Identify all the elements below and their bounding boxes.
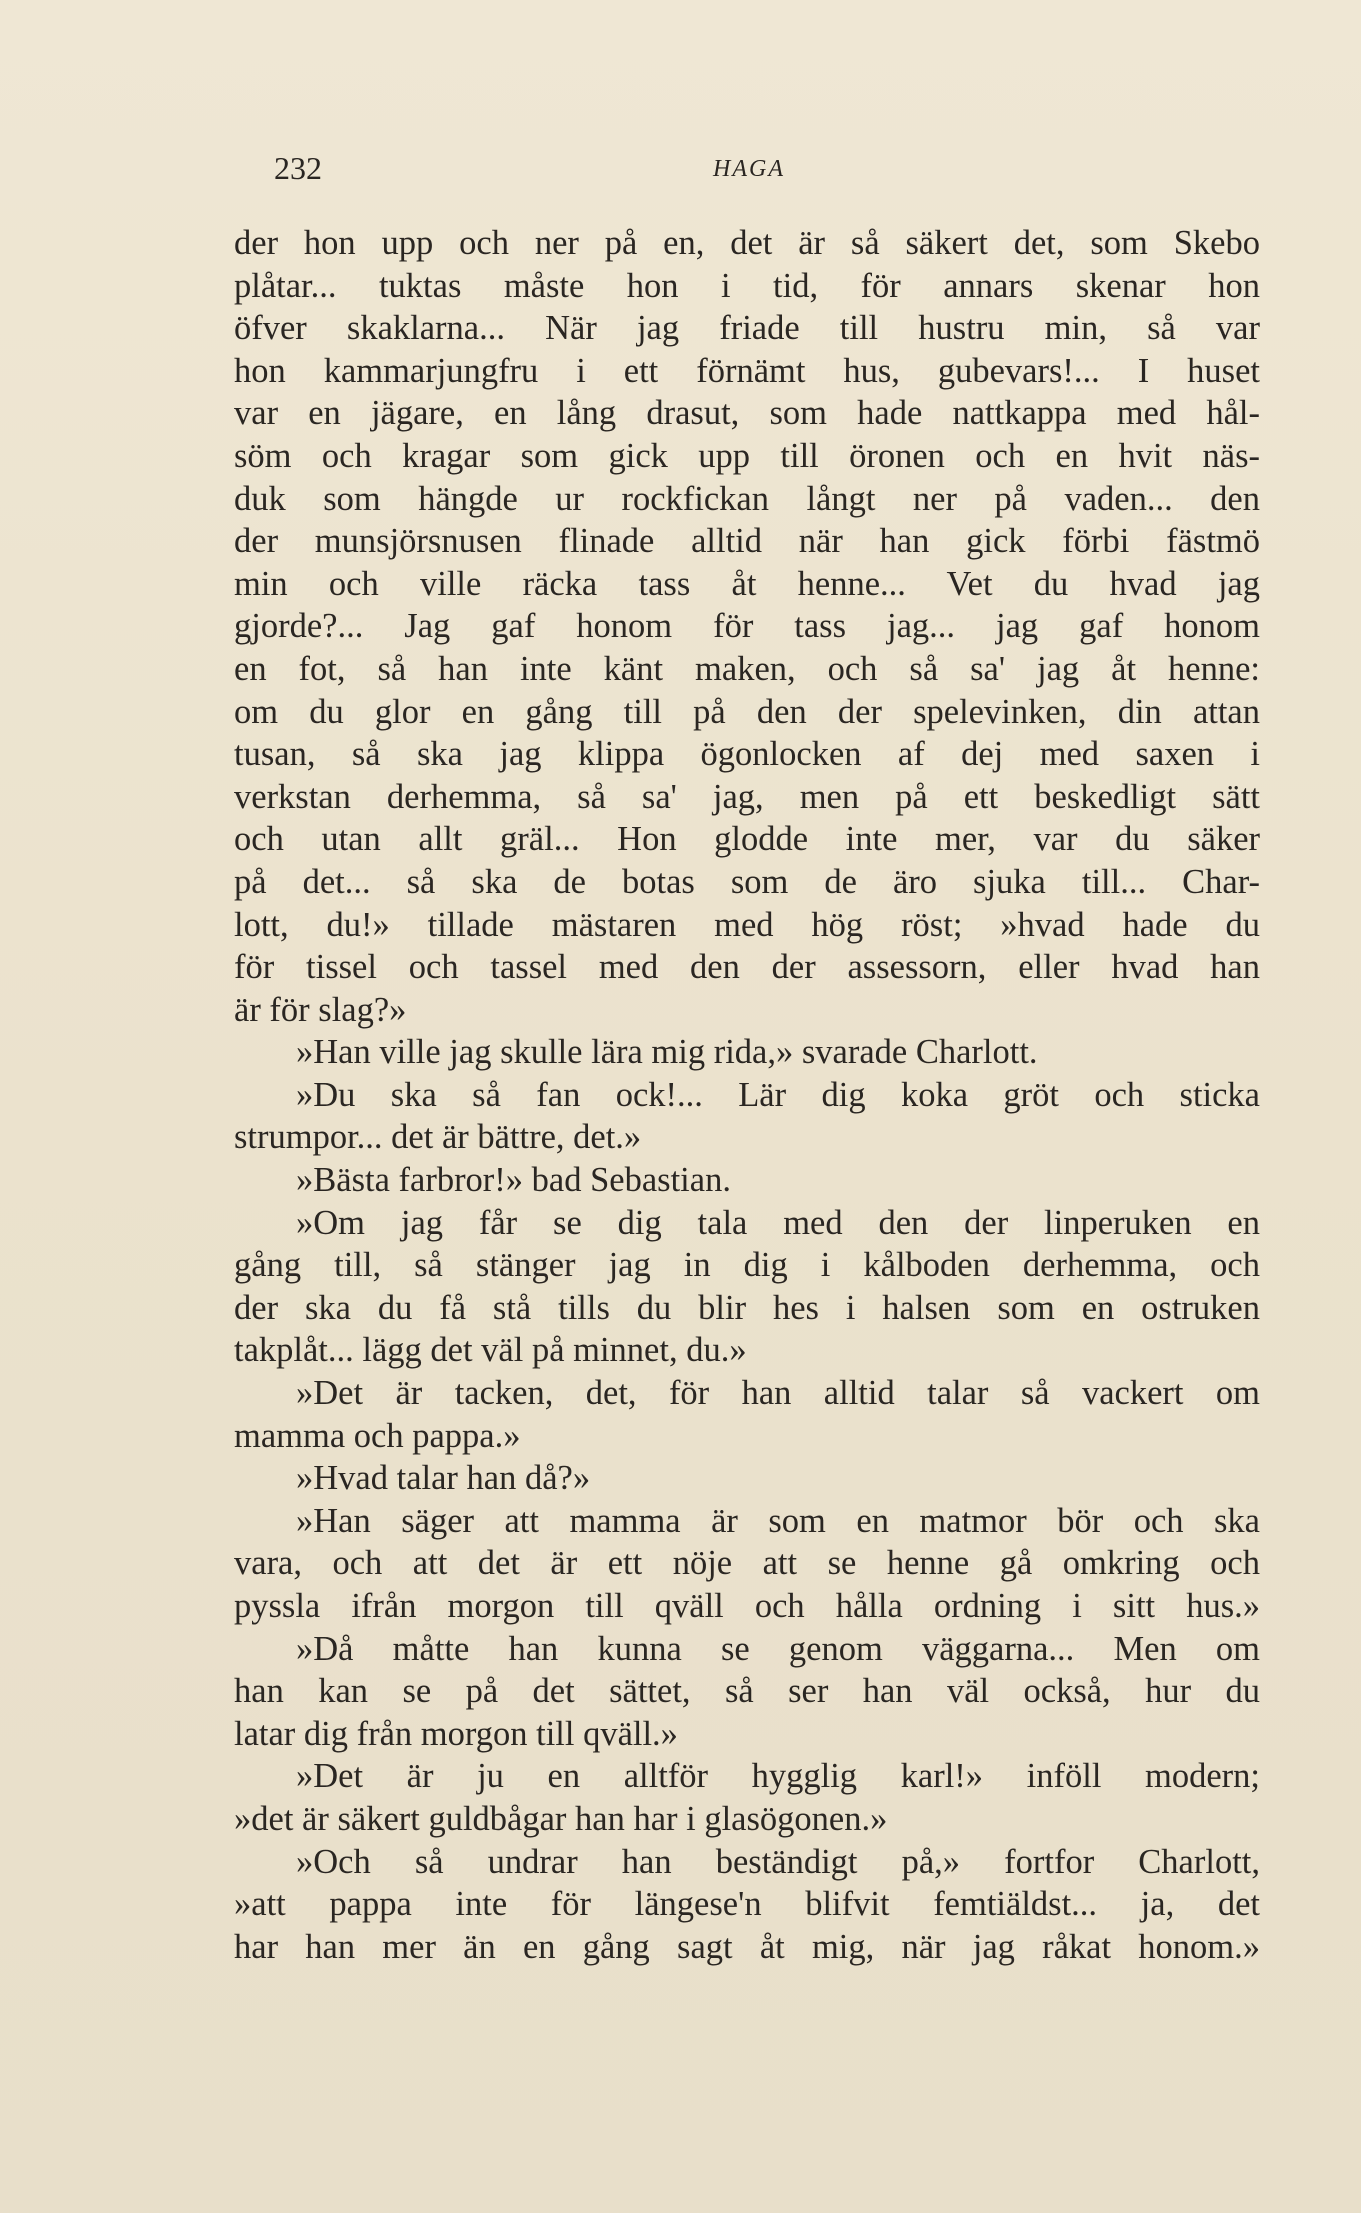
text-line: »Han säger att mamma är som en matmor bör och ska <box>296 1501 1260 1540</box>
text-line: lott, du!» tillade mästaren med hög röst; »hvad hade du <box>234 905 1260 944</box>
text-line: är för slag?» <box>234 990 407 1029</box>
text-line: duk som hängde ur rockfickan långt ner på vaden... den <box>234 479 1260 518</box>
text-line: takplåt... lägg det väl på minnet, du.» <box>234 1331 747 1370</box>
body-text <box>234 222 1260 1968</box>
text-line: »Du ska så fan ock!... Lär dig koka gröt och sticka <box>296 1075 1260 1114</box>
page-number: 232 <box>274 150 322 186</box>
text-line: »Hvad talar han då?» <box>296 1459 591 1498</box>
text-line: »Om jag får se dig tala med den der linperuken en <box>296 1203 1260 1242</box>
text-line: verkstan derhemma, så sa' jag, men på ett beskedligt sätt <box>234 777 1260 816</box>
text-line: och utan allt gräl... Hon glodde inte mer, var du säker <box>234 820 1260 859</box>
text-line: söm och kragar som gick upp till öronen och en hvit näs- <box>234 436 1260 475</box>
text-line: öfver skaklarna... När jag friade till hustru min, så var <box>234 309 1260 348</box>
text-line: var en jägare, en lång drasut, som hade nattkappa med hål- <box>234 394 1260 433</box>
text-line: min och ville räcka tass åt henne... Vet du hvad jag <box>234 564 1260 603</box>
text-line: vara, och att det är ett nöje att se henne gå omkring och <box>234 1544 1260 1583</box>
text-line: »Bästa farbror!» bad Sebastian. <box>296 1161 731 1200</box>
text-line: han kan se på det sättet, så ser han väl också, hur du <box>234 1672 1260 1711</box>
text-line: plåtar... tuktas måste hon i tid, för annars skenar hon <box>234 266 1260 305</box>
running-title: HAGA <box>713 156 785 182</box>
page-header <box>234 150 1264 190</box>
text-line: »Då måtte han kunna se genom väggarna... Men om <box>296 1629 1260 1668</box>
text-line: »det är säkert guldbågar han har i glasögonen.» <box>234 1799 888 1838</box>
text-line: på det... så ska de botas som de äro sjuka till... Char- <box>234 862 1260 901</box>
text-line: »Det är ju en alltför hygglig karl!» inföll modern; <box>296 1757 1260 1796</box>
text-line: en fot, så han inte känt maken, och så sa' jag åt henne: <box>234 649 1260 688</box>
text-line: der hon upp och ner på en, det är så säkert det, som Skebo <box>234 224 1260 262</box>
text-line: gjorde?... Jag gaf honom för tass jag... jag gaf honom <box>234 607 1260 646</box>
text-line: »Och så undrar han beständigt på,» fortfor Charlott, <box>296 1842 1260 1881</box>
text-line: pyssla ifrån morgon till qväll och hålla ordning i sitt hus.» <box>234 1587 1260 1625</box>
text-line: om du glor en gång till på den der spelevinken, din attan <box>234 692 1260 731</box>
text-line: har han mer än en gång sagt åt mig, när jag råkat honom.» <box>234 1927 1260 1966</box>
text-line: der munsjörsnusen flinade alltid när han gick förbi fästmö <box>234 522 1260 561</box>
text-line: »Han ville jag skulle lära mig rida,» svarade Charlott. <box>296 1033 1038 1072</box>
text-line: strumpor... det är bättre, det.» <box>234 1118 642 1157</box>
text-line: tusan, så ska jag klippa ögonlocken af dej med saxen i <box>234 735 1260 774</box>
text-line: hon kammarjungfru i ett förnämt hus, gubevars!... I huset <box>234 351 1260 390</box>
text-line: der ska du få stå tills du blir hes i halsen som en ostruken <box>234 1288 1260 1327</box>
text-line: »Det är tacken, det, för han alltid talar så vackert om <box>296 1374 1260 1413</box>
text-line: »att pappa inte för längese'n blifvit femtiäldst... ja, det <box>234 1885 1260 1924</box>
text-line: för tissel och tassel med den der assessorn, eller hvad han <box>234 948 1260 987</box>
text-line: latar dig från morgon till qväll.» <box>234 1714 678 1753</box>
text-line: gång till, så stänger jag in dig i kålboden derhemma, och <box>234 1246 1260 1285</box>
text-line: mamma och pappa.» <box>234 1416 521 1455</box>
